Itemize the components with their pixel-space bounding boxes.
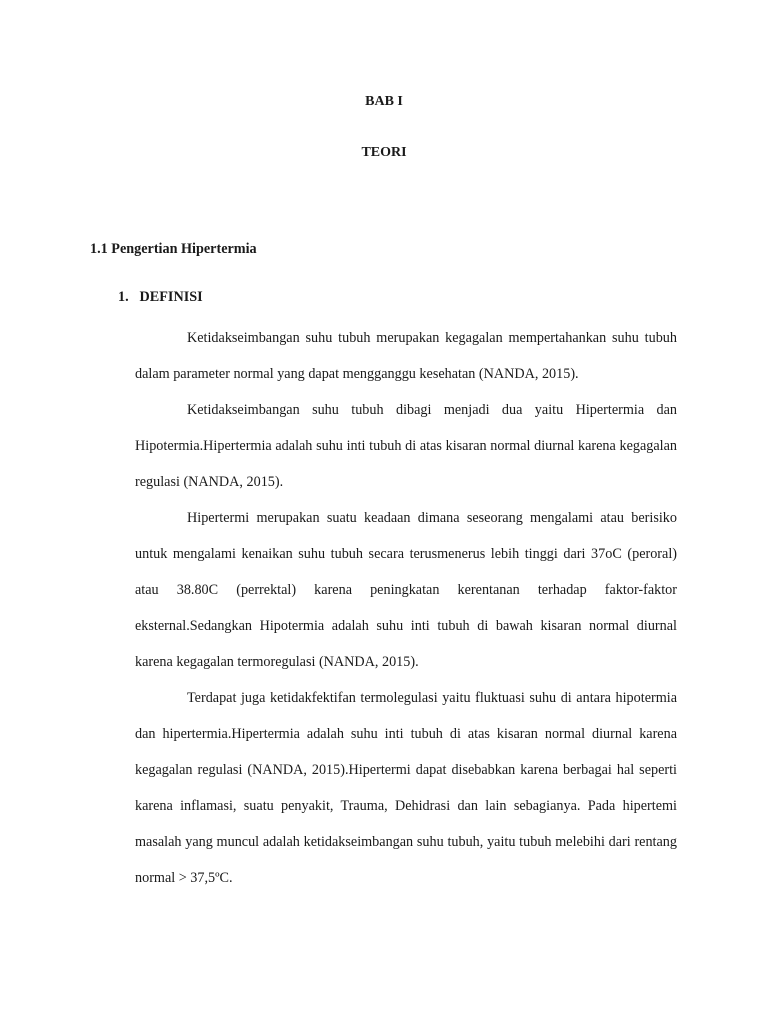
chapter-heading: BAB I <box>365 94 403 109</box>
paragraph-3: Hipertermi merupakan suatu keadaan dimana seseorang mengalami atau berisiko untuk mengalami kenaikan suhu tubuh secara terusmenerus lebih tinggi dari 37oC (peroral) atau 38.80C (perrektal) karena peningkatan kerentanan terhadap faktor-faktor eksternal.Sedangkan Hipotermia adalah suhu inti tubuh di bawah kisaran normal diurnal karena kegagalan termoregulasi (NANDA, 2015). <box>135 510 677 670</box>
definition-body <box>135 320 677 896</box>
chapter-title: TEORI <box>361 145 407 160</box>
paragraph-1: Ketidakseimbangan suhu tubuh merupakan kegagalan mempertahankan suhu tubuh dalam parameter normal yang dapat mengganggu kesehatan (NANDA, 2015). <box>135 330 677 382</box>
paragraph-4: Terdapat juga ketidakfektifan termolegulasi yaitu fluktuasi suhu di antara hipotermia dan hipertermia.Hipertermia adalah suhu inti tubuh di atas kisaran normal diurnal karena kegagalan regulasi (NANDA, 2015).Hipertermi dapat disebabkan karena berbagai hal seperti karena inflamasi, suatu penyakit, Trauma, Dehidrasi dan lain sebagianya. Pada hipertemi masalah yang muncul adalah ketidakseimbangan suhu tubuh, yaitu tubuh melebihi dari rentang normal > 37,5ºC. <box>135 690 677 886</box>
paragraph-2: Ketidakseimbangan suhu tubuh dibagi menjadi dua yaitu Hipertermia dan Hipotermia.Hipertermia adalah suhu inti tubuh di atas kisaran normal diurnal karena kegagalan regulasi (NANDA, 2015). <box>135 402 677 490</box>
subsection-heading <box>118 289 203 306</box>
section-heading: 1.1 Pengertian Hipertermia <box>90 241 257 257</box>
subsection-number: 1. <box>118 289 129 305</box>
subsection-title: DEFINISI <box>139 289 203 305</box>
